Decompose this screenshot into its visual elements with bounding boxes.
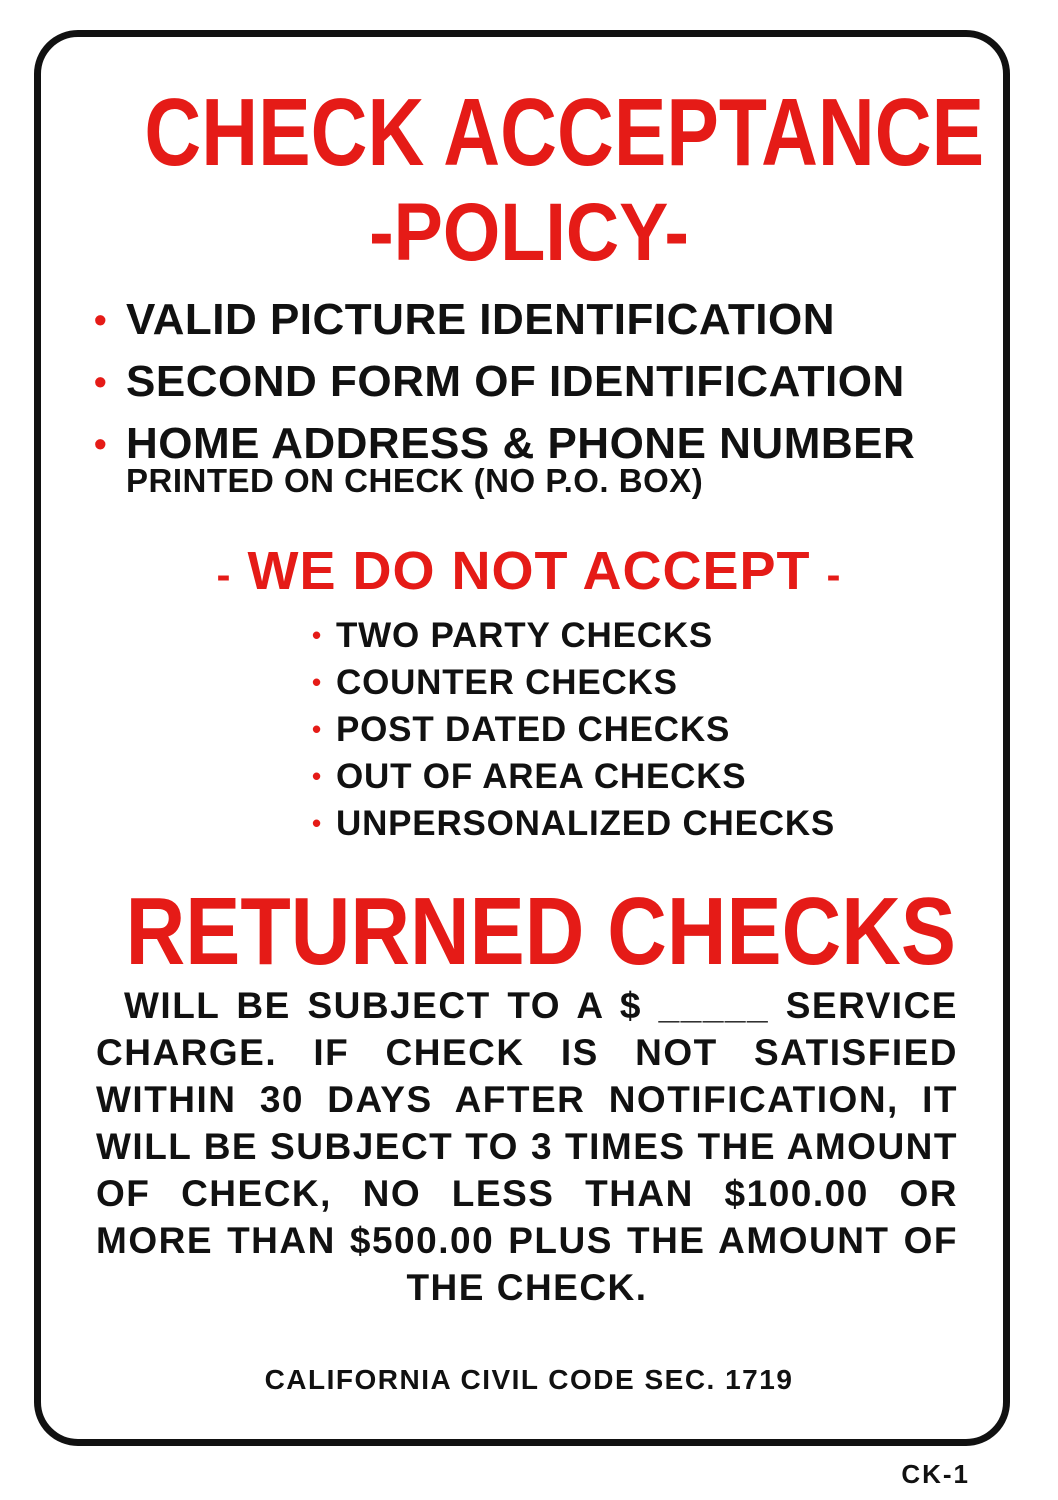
not-accept-heading (60, 540, 998, 606)
bullet-icon: • (312, 714, 322, 744)
requirement-item-picture-id (90, 294, 990, 346)
rejected-text: POST DATED CHECKS (336, 710, 731, 749)
dash-right: - (826, 551, 842, 598)
product-code: CK-1 (901, 1459, 970, 1489)
rejected-text: OUT OF AREA CHECKS (336, 757, 747, 796)
requirements-list (90, 294, 990, 508)
bullet-icon: • (94, 361, 108, 402)
requirement-text: SECOND FORM OF IDENTIFICATION (126, 357, 905, 406)
rejected-item-post-dated (312, 706, 962, 753)
rejected-checks-list (312, 612, 962, 847)
rejected-item-unpersonalized (312, 800, 962, 847)
rejected-text: TWO PARTY CHECKS (336, 616, 714, 655)
sign-subtitle: -POLICY- (369, 187, 689, 278)
returned-checks-policy-text: WILL BE SUBJECT TO A $ _____ SERVICE CHARGE. IF CHECK IS NOT SATISFIED WITHIN 30 DAYS AFTER NOTIFICATION, IT WILL BE SUBJECT TO 3 TIMES THE AMOUNT OF CHECK, NO LESS THAN $100.00 OR MORE THAN $500.00 PLUS THE AMOUNT OF THE CHECK. (96, 985, 958, 1308)
requirement-subtext: PRINTED ON CHECK (NO P.O. BOX) (126, 462, 704, 499)
rejected-item-counter (312, 659, 962, 706)
bullet-icon: • (94, 299, 108, 340)
requirement-item-address-phone (90, 418, 990, 498)
bullet-icon: • (312, 761, 322, 791)
legal-code-reference: CALIFORNIA CIVIL CODE SEC. 1719 (264, 1364, 794, 1395)
sign-title: CHECK ACCEPTANCE (144, 79, 985, 186)
bullet-icon: • (312, 620, 322, 650)
not-accept-text: WE DO NOT ACCEPT (247, 541, 811, 601)
bullet-icon: • (312, 808, 322, 838)
returned-checks-heading: RETURNED CHECKS (125, 878, 956, 985)
rejected-item-out-of-area (312, 753, 962, 800)
bullet-icon: • (312, 667, 322, 697)
rejected-item-two-party (312, 612, 962, 659)
requirement-text: HOME ADDRESS & PHONE NUMBER (126, 419, 916, 468)
rejected-text: UNPERSONALIZED CHECKS (336, 804, 836, 843)
dash-left: - (216, 551, 232, 598)
requirement-item-second-id (90, 356, 990, 408)
rejected-text: COUNTER CHECKS (336, 663, 678, 702)
bullet-icon: • (94, 423, 108, 464)
requirement-text: VALID PICTURE IDENTIFICATION (126, 295, 836, 344)
